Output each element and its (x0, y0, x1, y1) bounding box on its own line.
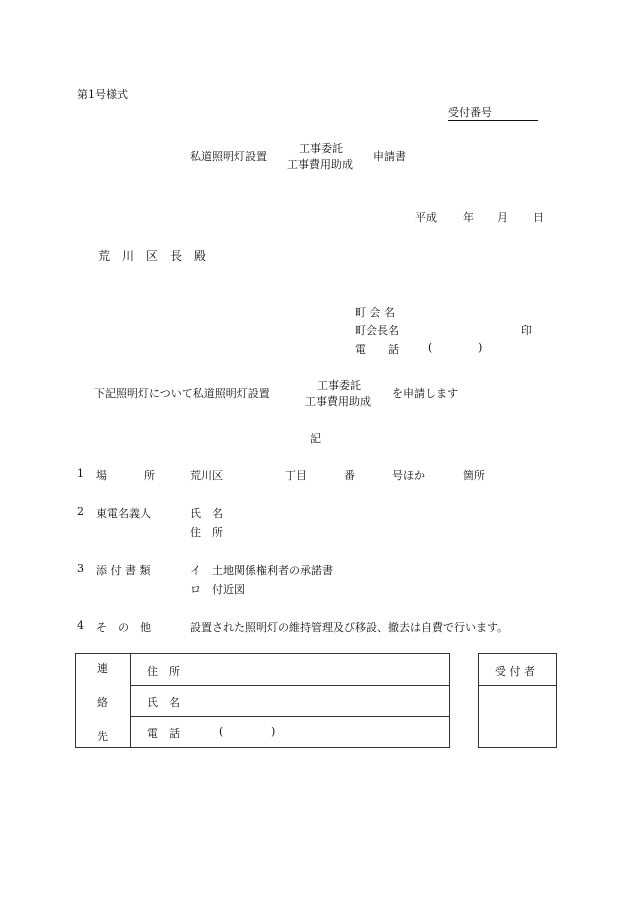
item1-ward: 荒川区 (190, 469, 223, 482)
applicant-phone-close: ) (478, 341, 483, 354)
contact-table (75, 653, 450, 748)
item1-count: 箇所 (463, 469, 485, 482)
seal-mark: 印 (521, 324, 532, 337)
title-prefix: 私道照明灯設置 (190, 150, 267, 163)
date-era: 平成 (415, 211, 437, 224)
chief-name-label: 町会長名 (355, 324, 399, 337)
addressee: 荒 川 区 長 殿 (98, 249, 207, 263)
item2-label: 東電名義人 (96, 507, 151, 520)
item3-doc1-mark: イ (190, 564, 201, 577)
item2-address-label: 住 所 (190, 526, 223, 539)
form-number: 第1号様式 (77, 88, 128, 101)
town-association-label: 町 会 名 (355, 306, 395, 319)
title-suffix: 申請書 (373, 150, 406, 163)
item4-number: 4 (77, 619, 84, 632)
item1-go: 号ほか (392, 469, 425, 482)
contact-divider (130, 653, 131, 748)
item1-label-b: 所 (144, 469, 155, 482)
receipt-number-field (448, 104, 538, 120)
receipt-number-label: 受付番号 (448, 106, 538, 121)
request-option-consignment: 工事委託 (317, 379, 361, 392)
item1-number: 1 (77, 467, 84, 480)
item4-text: 設置された照明灯の維持管理及び移設、撤去は自費で行います。 (190, 621, 509, 634)
contact-address-label: 住 所 (147, 665, 180, 678)
item4-label: そ の 他 (96, 621, 151, 634)
title-option-subsidy: 工事費用助成 (287, 158, 353, 171)
date-year: 年 (463, 211, 474, 224)
date-day: 日 (533, 211, 544, 224)
request-option-subsidy: 工事費用助成 (305, 395, 371, 408)
item1-chome: 丁目 (285, 469, 307, 482)
receiver-label: 受 付 者 (495, 665, 535, 678)
contact-name-label: 氏 名 (147, 696, 180, 709)
ki-heading: 記 (310, 432, 321, 445)
date-month: 月 (497, 211, 508, 224)
contact-phone-label: 電 話 (147, 727, 180, 740)
item3-doc1: 土地関係権利者の承諾書 (212, 564, 333, 577)
item1-ban: 番 (344, 469, 355, 482)
applicant-phone-label: 電 話 (355, 343, 399, 356)
contact-phone-close: ) (271, 725, 276, 738)
item3-doc2-mark: ロ (190, 583, 201, 596)
contact-row-line-2 (130, 716, 450, 717)
receiver-divider (478, 685, 557, 686)
item2-name-label: 氏 名 (190, 507, 223, 520)
item3-number: 3 (77, 562, 84, 575)
item3-doc2: 付近図 (212, 583, 245, 596)
request-suffix: を申請します (392, 387, 458, 400)
item2-number: 2 (77, 505, 84, 518)
applicant-phone-open: ( (428, 341, 433, 354)
contact-heading-2: 絡 (97, 696, 108, 709)
contact-row-line-1 (130, 685, 450, 686)
request-prefix: 下記照明灯について私道照明灯設置 (94, 387, 270, 400)
contact-heading-3: 先 (97, 730, 108, 743)
contact-phone-open: ( (219, 725, 224, 738)
item3-label: 添 付 書 類 (96, 564, 151, 577)
item1-label-a: 場 (96, 469, 107, 482)
contact-heading-1: 連 (97, 662, 108, 675)
title-option-consignment: 工事委託 (299, 142, 343, 155)
